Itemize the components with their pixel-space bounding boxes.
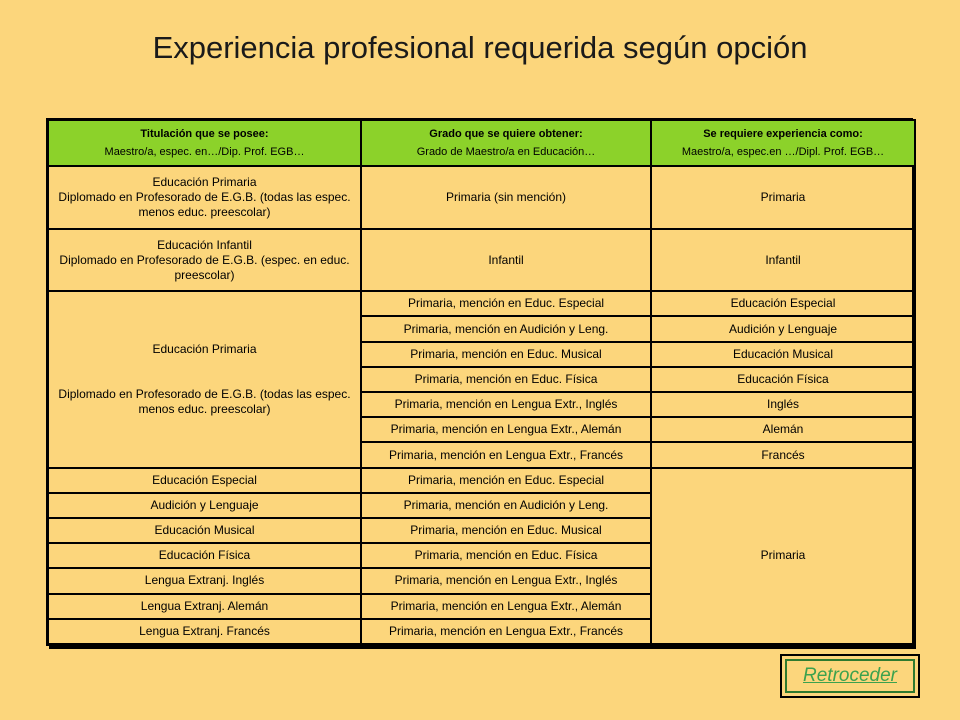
cell-grado: Primaria, mención en Lengua Extr., Alemán [361,594,651,619]
table-row [48,468,915,493]
cell-spacer [57,357,352,387]
experience-table [46,118,913,646]
cell-grado: Primaria, mención en Audición y Leng. [361,316,651,341]
cell-titulacion: Educación Física [48,543,361,568]
cell-titulacion: Lengua Extranj. Inglés [48,568,361,593]
cell-text: Diplomado en Profesorado de E.G.B. (espec. en educ. preescolar) [59,252,350,282]
page-title: Experiencia profesional requerida según opción [152,30,808,65]
cell-text: Diplomado en Profesorado de E.G.B. (todas las espec. menos educ. preescolar) [58,386,351,416]
header-titulacion [48,120,361,166]
cell-grado: Primaria, mención en Educ. Especial [361,468,651,493]
cell-experiencia: Primaria [651,166,915,228]
cell-titulacion-group [48,291,361,467]
cell-titulacion [48,166,361,228]
cell-experiencia: Infantil [651,229,915,291]
cell-grado: Primaria, mención en Educ. Especial [361,291,651,316]
cell-titulacion: Audición y Lenguaje [48,493,361,518]
cell-grado: Primaria, mención en Lengua Extr., Alemán [361,417,651,442]
cell-experiencia: Educación Física [651,367,915,392]
header-experiencia-sub: Maestro/a, espec.en …/Dipl. Prof. EGB… [681,145,885,158]
table-header-row [48,120,915,166]
cell-titulacion: Educación Especial [48,468,361,493]
header-titulacion-label: Titulación que se posee: [140,127,269,140]
cell-titulacion: Lengua Extranj. Francés [48,619,361,644]
header-experiencia-label: Se requiere experiencia como: [703,127,863,140]
cell-grado: Primaria, mención en Educ. Física [361,543,651,568]
back-button-frame [780,654,920,698]
cell-grado: Primaria, mención en Lengua Extr., Francés [361,619,651,644]
cell-grado: Primaria, mención en Educ. Musical [361,342,651,367]
cell-experiencia-group: Primaria [651,468,915,644]
table-row [48,229,915,291]
header-grado-sub: Grado de Maestro/a en Educación… [416,145,596,158]
header-experiencia [651,120,915,166]
cell-grado: Primaria, mención en Educ. Musical [361,518,651,543]
table-row [48,166,915,228]
cell-text: Educación Primaria [152,175,257,190]
cell-grado: Primaria, mención en Educ. Física [361,367,651,392]
cell-grado: Primaria, mención en Lengua Extr., Inglés [361,568,651,593]
cell-grado: Primaria, mención en Audición y Leng. [361,493,651,518]
cell-grado: Primaria (sin mención) [361,166,651,228]
cell-grado: Infantil [361,229,651,291]
cell-experiencia: Alemán [651,417,915,442]
cell-experiencia: Educación Especial [651,291,915,316]
header-grado [361,120,651,166]
cell-grado: Primaria, mención en Lengua Extr., Inglés [361,392,651,417]
table-row [48,291,915,316]
cell-text: Educación Primaria [152,341,257,356]
header-titulacion-sub: Maestro/a, espec. en…/Dip. Prof. EGB… [104,145,305,158]
cell-text: Diplomado en Profesorado de E.G.B. (todas las espec. menos educ. preescolar) [58,190,351,220]
cell-text: Educación Infantil [157,237,252,252]
cell-experiencia: Audición y Lenguaje [651,316,915,341]
cell-experiencia: Inglés [651,392,915,417]
cell-titulacion [48,229,361,291]
back-button[interactable]: Retroceder [785,659,915,693]
header-grado-label: Grado que se quiere obtener: [429,127,583,140]
cell-titulacion: Educación Musical [48,518,361,543]
cell-grado: Primaria, mención en Lengua Extr., Francés [361,442,651,467]
cell-experiencia: Educación Musical [651,342,915,367]
cell-experiencia: Francés [651,442,915,467]
cell-titulacion: Lengua Extranj. Alemán [48,594,361,619]
